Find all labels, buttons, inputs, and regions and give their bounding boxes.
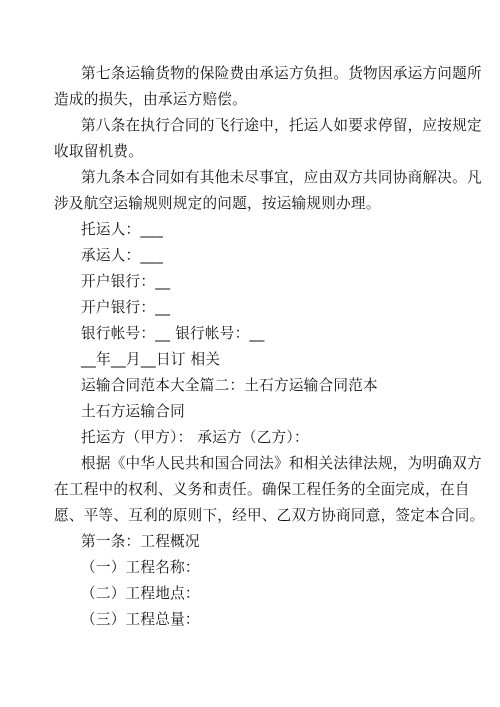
text-line-article-9-start: 第九条本合同如有其他未尽事宜，应由双方共同协商解决。凡 (81, 169, 482, 186)
carrier-signature-line: 承运人：___ (81, 247, 164, 264)
bank-account-line: 银行帐号：__ 银行帐号：__ (81, 325, 265, 342)
project-total-item: （三）工程总量： (81, 611, 200, 628)
intro-paragraph-line-1: 根据《中华人民共和国合同法》和相关法律法规，为明确双方 (81, 455, 482, 472)
intro-paragraph-line-3: 愿、平等、互利的原则下，经甲、乙双方协商同意，签定本合同。 (54, 507, 485, 524)
intro-paragraph-line-2: 在工程中的权利、义务和责任。确保工程任务的全面完成，在自 (54, 481, 470, 498)
contract-title: 土石方运输合同 (81, 403, 185, 420)
article-1-heading: 第一条：工程概况 (81, 533, 200, 550)
date-line: __年__月__日订 相关 (81, 351, 221, 368)
project-location-item: （二）工程地点： (81, 585, 200, 602)
shipper-signature-line: 托运人：___ (81, 221, 164, 238)
project-name-item: （一）工程名称： (81, 559, 200, 576)
text-line-article-8-start: 第八条在执行合同的飞行途中，托运人如要求停留，应按规定 (81, 117, 482, 134)
bank-line-1: 开户银行：__ (81, 273, 171, 290)
section-heading: 运输合同范本大全篇二：土石方运输合同范本 (81, 377, 378, 394)
text-line-article-7-start: 第七条运输货物的保险费由承运方负担。货物因承运方问题所 (81, 65, 482, 82)
text-line-article-8-end: 收取留机费。 (54, 143, 144, 160)
parties-line: 托运方（甲方）： 承运方（乙方）： (81, 429, 309, 446)
text-line-article-9-end: 涉及航空运输规则规定的问题，按运输规则办理。 (54, 195, 381, 212)
text-line-article-7-end: 造成的损失，由承运方赔偿。 (54, 91, 247, 108)
bank-line-2: 开户银行：__ (81, 299, 171, 316)
